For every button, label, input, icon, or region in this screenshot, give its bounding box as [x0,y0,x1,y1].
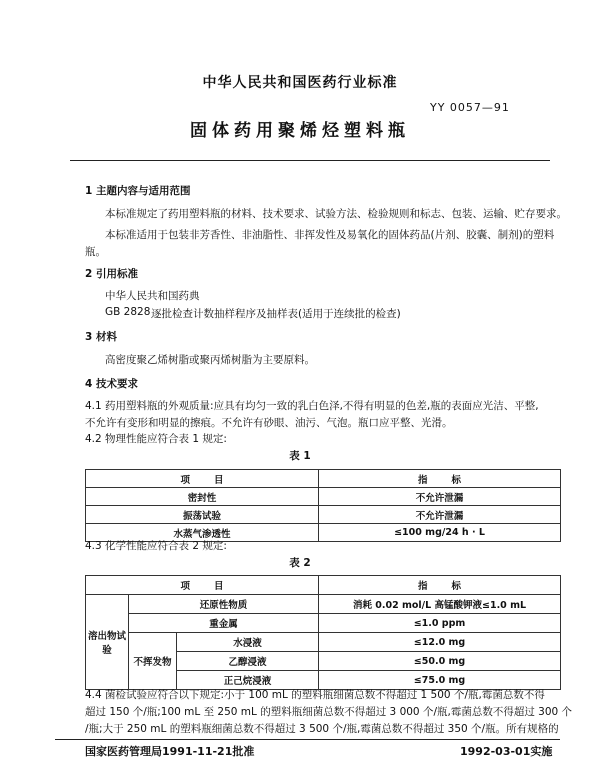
table-2-cell-value: ≤1.0 ppm [319,614,561,633]
table-2-group-label: 溶出物试验 [86,595,129,690]
footer-rule [55,739,560,740]
table-row [86,470,561,488]
table-2-cell-item: 乙醇浸液 [177,652,319,671]
clause-4-3: 4.3 化学性能应符合表 2 规定: [85,540,227,552]
table-1-caption: 表 1 [289,450,311,462]
table-2-cell-value: ≤50.0 mg [319,652,561,671]
table-1-header-item: 项目 [86,470,319,488]
header-rule [70,160,550,161]
clause-4-1: 4.1 药用塑料瓶的外观质量:应具有均匀一致的乳白色泽,不得有明显的色差,瓶的表面应光洁、平整, [85,400,539,412]
table-2-header-item: 项目 [86,576,319,595]
section-3-paragraph: 高密度聚乙烯树脂或聚丙烯树脂为主要原料。 [105,354,315,366]
table-row [86,633,561,652]
clause-4-1-cont: 不允许有变形和明显的擦痕。不允许有砂眼、油污、气泡。瓶口应平整、光滑。 [85,417,453,429]
table-2-cell-item: 水浸液 [177,633,319,652]
section-1-paragraph-2: 本标准适用于包装非芳香性、非油脂性、非挥发性及易氧化的固体药品(片剂、胶囊、制剂)的塑料 [105,229,555,241]
section-2-pharmacopoeia: 中华人民共和国药典 [105,290,200,302]
section-1-paragraph-1: 本标准规定了药用塑料瓶的材料、技术要求、试验方法、检验规则和标志、包装、运输、贮存要求。 [105,208,567,220]
table-1-cell-value: 不允许泄漏 [319,506,561,524]
table-row [86,506,561,524]
clause-4-4: 4.4 菌检试验应符合以下规定:小于 100 mL 的塑料瓶细菌总数不得超过 1 500 个/瓶,霉菌总数不得 [85,689,545,701]
table-2-cell-item: 正己烷浸液 [177,671,319,690]
document-title: 固体药用聚烯烃塑料瓶 [190,121,410,141]
table-row [86,488,561,506]
table-row [86,576,561,595]
table-2-cell-value: 消耗 0.02 mol/L 高锰酸钾液≤1.0 mL [319,595,561,614]
standard-code: YY 0057—91 [430,101,510,114]
table-2-cell-item: 还原性物质 [129,595,319,614]
clause-4-4-cont-2: /瓶;大于 250 mL 的塑料瓶细菌总数不得超过 3 500 个/瓶,霉菌总数不得超过 350 个/瓶。所有规格的 [85,723,559,735]
section-2-gb-name: 逐批检查计数抽样程序及抽样表(适用于连续批的检查) [151,308,401,320]
table-1-cell-value: 不允许泄漏 [319,488,561,506]
section-1-heading: 1 主题内容与适用范围 [85,185,191,197]
section-3-heading: 3 材料 [85,331,117,343]
table-2 [85,575,561,690]
table-2-subgroup-label: 不挥发物 [129,633,177,690]
table-2-cell-item: 重金属 [129,614,319,633]
table-row [86,595,561,614]
section-2-gb-code: GB 2828 [105,306,151,318]
table-2-cell-value: ≤12.0 mg [319,633,561,652]
table-1-cell-item: 密封性 [86,488,319,506]
table-2-header-index: 指标 [319,576,561,595]
table-1-cell-item: 振荡试验 [86,506,319,524]
issuing-organization: 中华人民共和国医药行业标准 [202,75,398,91]
section-1-paragraph-2-cont: 瓶。 [85,246,106,258]
section-4-heading: 4 技术要求 [85,378,138,390]
section-2-heading: 2 引用标准 [85,268,138,280]
table-2-cell-value: ≤75.0 mg [319,671,561,690]
table-1 [85,469,561,542]
table-1-cell-value: ≤100 mg/24 h · L [319,524,561,542]
table-1-header-index: 指标 [319,470,561,488]
table-2-caption: 表 2 [289,557,311,569]
clause-4-2: 4.2 物理性能应符合表 1 规定: [85,433,227,445]
table-row [86,614,561,633]
implementation-date: 1992-03-01实施 [460,745,553,758]
clause-4-4-cont-1: 超过 150 个/瓶;100 mL 至 250 mL 的塑料瓶细菌总数不得超过 3 000 个/瓶,霉菌总数不得超过 300 个 [85,706,573,718]
table-1-cell-item: 水蒸气渗透性 [86,524,319,542]
approval-statement: 国家医药管理局1991-11-21批准 [85,745,255,758]
